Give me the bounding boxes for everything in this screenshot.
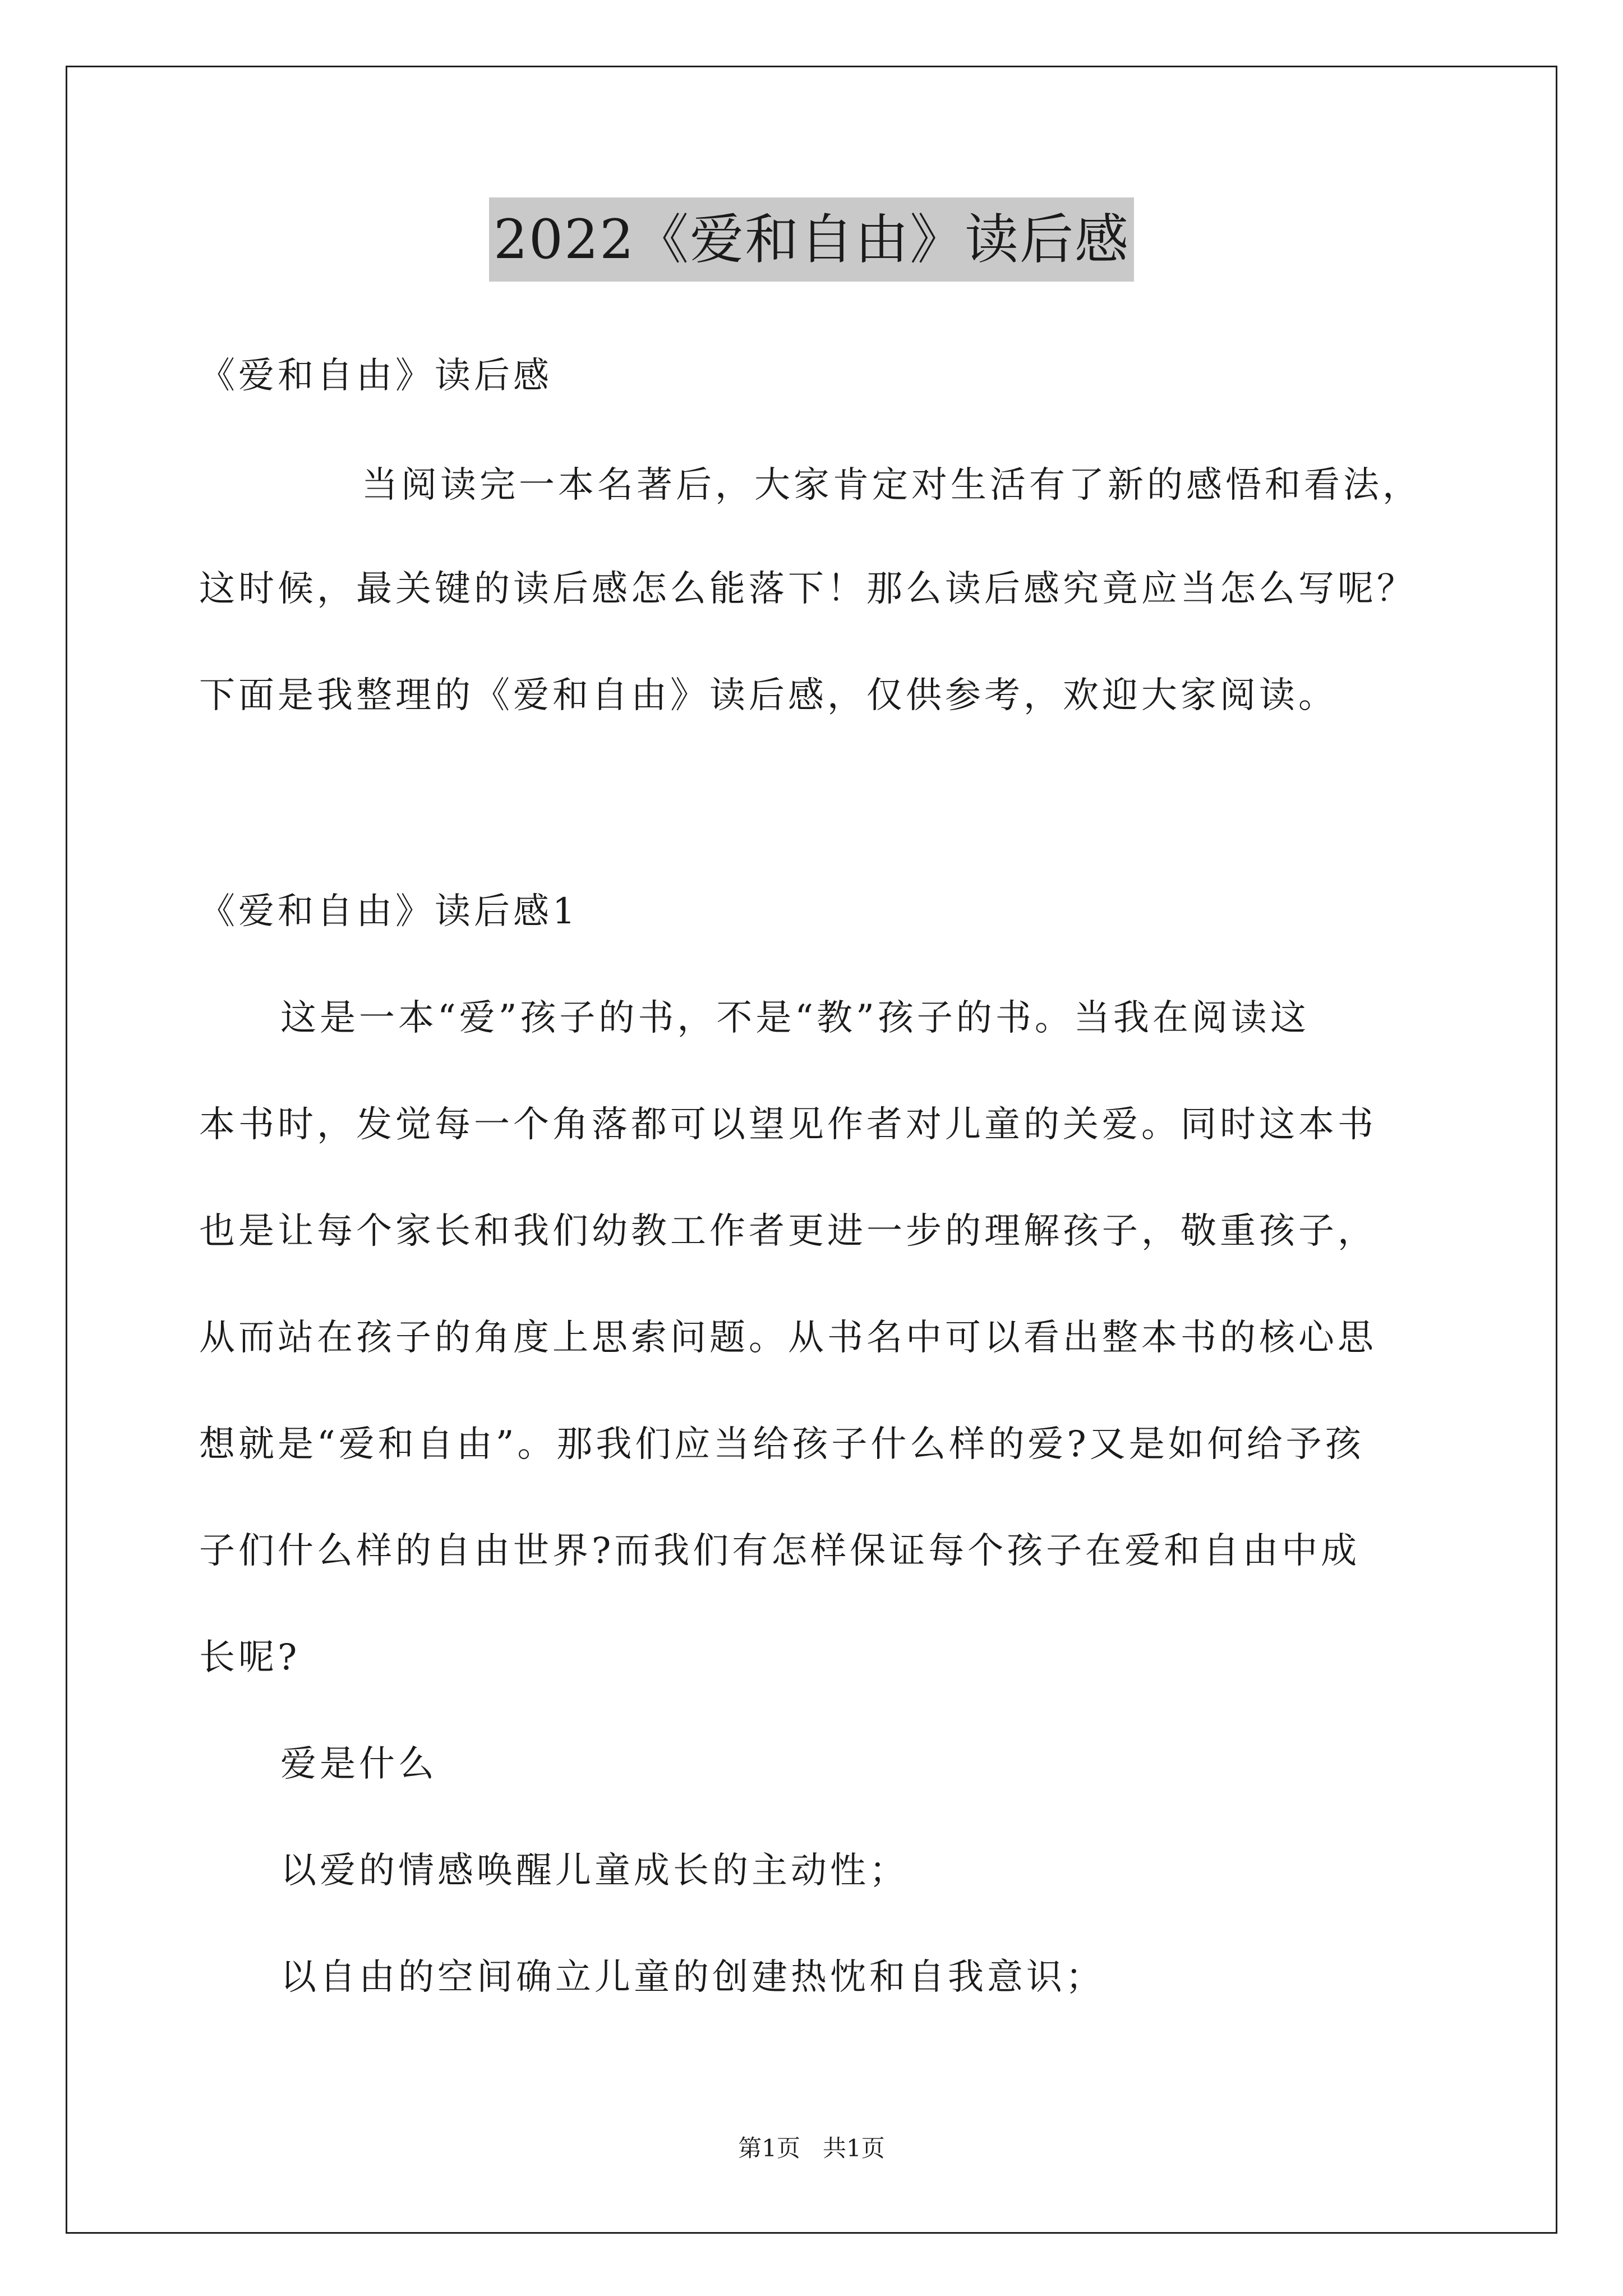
body-paragraph-line: 子们什么样的自由世界?而我们有怎样保证每个孩子在爱和自由中成 <box>199 1530 1361 1572</box>
document-title: 2022《爱和自由》读后感 <box>489 197 1134 282</box>
page-footer: 第1页 共1页 <box>738 2134 885 2162</box>
subtitle-line: 《爱和自由》读后感 <box>199 355 552 397</box>
body-paragraph-line: 这是一本“爱”孩子的书，不是“教”孩子的书。当我在阅读这 <box>280 997 1310 1039</box>
body-paragraph-line: 以自由的空间确立儿童的创建热忱和自我意识； <box>280 1957 1105 1998</box>
title-container <box>0 197 1623 282</box>
body-paragraph-line: 也是让每个家长和我们幼教工作者更进一步的理解孩子，敬重孩子， <box>199 1211 1377 1252</box>
body-paragraph-line: 本书时，发觉每一个角落都可以望见作者对儿童的关爱。同时这本书 <box>199 1104 1377 1145</box>
intro-paragraph-line: 下面是我整理的《爱和自由》读后感，仅供参考，欢迎大家阅读。 <box>199 675 1338 716</box>
body-paragraph-line: 爱是什么 <box>280 1743 437 1785</box>
intro-paragraph-line: 当阅读完一本名著后，大家肯定对生活有了新的感悟和看法， <box>362 464 1422 506</box>
body-paragraph-line: 长呢? <box>199 1637 301 1678</box>
body-paragraph-line: 从而站在孩子的角度上思索问题。从书名中可以看出整本书的核心思 <box>199 1317 1377 1359</box>
body-paragraph-line: 想就是“爱和自由”。那我们应当给孩子什么样的爱?又是如何给予孩 <box>199 1424 1364 1465</box>
intro-paragraph-line: 这时候，最关键的读后感怎么能落下！那么读后感究竟应当怎么写呢？ <box>199 568 1416 610</box>
body-paragraph-line: 以爱的情感唤醒儿童成长的主动性； <box>280 1850 909 1892</box>
section-heading: 《爱和自由》读后感1 <box>199 891 579 932</box>
